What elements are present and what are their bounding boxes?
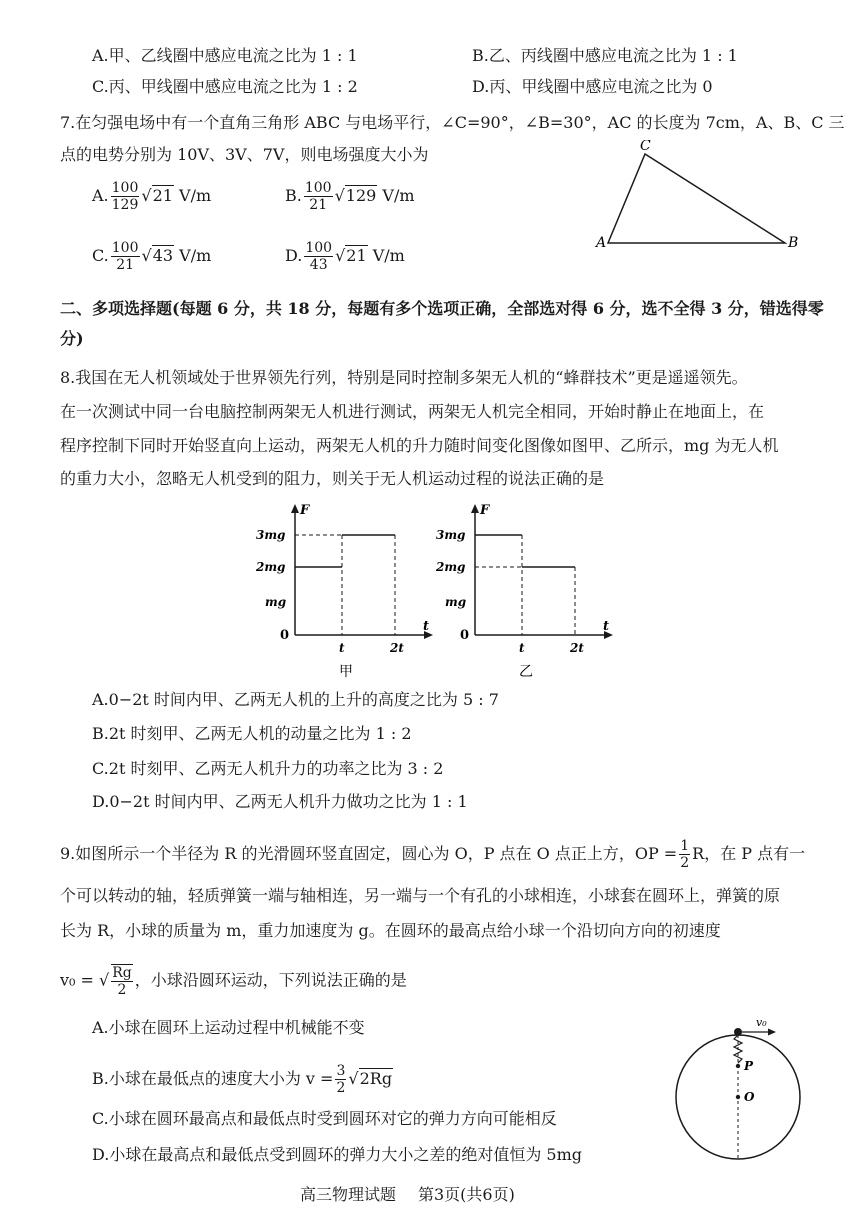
tick-3mg: 3mg [436,528,466,542]
q9-stem-line3: 长为 R，小球的质量为 m，重力加速度为 g。在圆环的最高点给小球一个沿切向方向的初速度 [60,921,721,940]
vertex-b-label: B [788,235,799,251]
q8-stem-line4: 的重力大小，忽略无人机受到的阻力，则关于无人机运动过程的说法正确的是 [60,469,605,488]
t-axis-label: t [603,619,610,634]
v0-label: v₀ = [60,970,94,990]
q7-option-a: A. $\frac{100}{129}$ √21 V/m [92,180,212,213]
velocity-arrowhead [768,1029,776,1036]
ring-figure [670,1010,830,1180]
tick-t: t [339,641,345,655]
ball [734,1028,742,1036]
fraction [111,240,140,273]
q9-option-b: B.小球在最低点的速度大小为 v = $\frac{3}{2}$ √2Rg [92,1063,393,1096]
point-o [736,1095,740,1099]
denominator: 129 [111,197,139,213]
option-label: C. [92,246,109,265]
triangle-abc-figure [590,140,810,255]
tick-t: t [519,641,525,655]
point-p [736,1064,740,1068]
numerator: Rg [112,965,132,981]
q8-option-c: C.2t 时刻甲、乙两无人机升力的功率之比为 3 : 2 [92,759,444,778]
graph-yi-caption: 乙 [519,664,533,680]
unit: V/m [377,186,415,205]
option-label: B. [285,186,302,205]
tick-2mg: 2mg [436,560,466,574]
q9-stem-line1 [60,838,805,871]
q8-option-a: A.0−2t 时间内甲、乙两无人机的上升的高度之比为 5 : 7 [92,690,499,709]
tick-3mg: 3mg [256,528,286,542]
q6-option-a: A.甲、乙线圈中感应电流之比为 1 : 1 [92,46,358,65]
spring [734,1035,742,1063]
q8-option-d: D.0−2t 时间内甲、乙两无人机升力做功之比为 1 : 1 [92,792,468,811]
q9-stem-text: 9.如图所示一个半径为 R 的光滑圆环竖直固定，圆心为 O，P 点在 O 点正上方，OP = [60,844,678,863]
origin-label: 0 [460,628,470,643]
tick-mg: mg [445,595,467,609]
q9-stem-text-cont: R，在 P 点有一 [692,844,806,863]
graph-jia-caption: 甲 [339,664,353,680]
point-p-label: P [744,1059,754,1073]
v0-fraction [111,964,133,998]
fraction-three-halves [335,1063,346,1096]
numerator: 100 [305,240,333,256]
tick-2mg: 2mg [256,560,286,574]
q9-stem-line4: v₀ = √ $\frac{Rg}{2}$ ，小球沿圆环运动，下列说法正确的是 [60,965,407,998]
unit: V/m [173,186,212,205]
q6-option-b: B.乙、丙线圈中感应电流之比为 1 : 1 [472,46,738,65]
origin-label: 0 [280,628,290,643]
denominator: 2 [117,982,127,998]
q6-option-d: D.丙、甲线圈中感应电流之比为 0 [472,77,713,96]
q6-option-c: C.丙、甲线圈中感应电流之比为 1 : 2 [92,77,358,96]
v0-figure-label: v₀ [756,1016,767,1029]
q9-stem-line2: 个可以转动的轴，轻质弹簧一端与轴相连，另一端与一个有孔的小球相连，小球套在圆环上，弹簧的原 [60,886,781,905]
fraction [111,180,140,213]
section-2-heading-cont: 分) [60,329,84,348]
denominator: 2 [680,855,690,871]
t-axis-label: t [423,619,430,634]
footer-page-number: 第3页(共6页) [418,1185,515,1204]
q9-option-c: C.小球在圆环最高点和最低点时受到圆环对它的弹力方向可能相反 [92,1109,557,1128]
tick-mg: mg [265,595,287,609]
q8-stem-line1: 8.我国在无人机领域处于世界领先行列，特别是同时控制多架无人机的“蜂群技术”更是遥遥领先。 [60,368,748,387]
q7-stem-line1: 7.在匀强电场中有一个直角三角形 ABC 与电场平行，∠C=90°，∠B=30°，AC 的长度为 7cm，A、B、C 三 [60,113,845,132]
section-2-heading: 二、多项选择题(每题 6 分，共 18 分，每题有多个选项正确，全部选对得 6 分，选不全得 3 分，错选得零 [60,299,824,318]
option-label: D. [285,246,303,265]
radicand: 2Rg [359,1069,393,1088]
fraction [304,240,333,273]
unit: V/m [367,246,405,265]
radicand: 21 [152,186,173,205]
denominator: 21 [309,197,328,213]
q7-option-c: C. $\frac{100}{21}$ √43 V/m [92,240,212,273]
tick-2t: 2t [570,641,584,655]
q7-stem-line2: 点的电势分别为 10V、3V、7V，则电场强度大小为 [60,145,429,164]
y-axis-arrow [291,504,299,513]
numerator: 3 [336,1063,346,1079]
numerator: 100 [111,180,139,196]
numerator: 100 [304,180,332,196]
fraction-one-half [679,838,690,871]
graph-jia [250,500,435,680]
radicand: 21 [346,246,367,265]
q8-stem-line3: 程序控制下同时开始竖直向上运动，两架无人机的升力随时间变化图像如图甲、乙所示，mg 为无人机 [60,436,779,455]
q7-option-d: D. $\frac{100}{43}$ √21 V/m [285,240,405,273]
denominator: 21 [116,257,135,273]
radicand: 129 [345,186,377,205]
unit: V/m [174,246,212,265]
numerator: 100 [111,240,139,256]
option-text: B.小球在最低点的速度大小为 v = [92,1069,334,1088]
footer-title: 高三物理试题 [300,1185,397,1204]
q9-option-a: A.小球在圆环上运动过程中机械能不变 [92,1018,365,1037]
q7-option-b: B. $\frac{100}{21}$ √129 V/m [285,180,415,213]
denominator: 2 [336,1080,346,1096]
point-o-label: O [744,1090,755,1104]
f-axis-label: F [300,503,310,518]
radicand: 43 [152,246,174,265]
denominator: 43 [309,257,328,273]
q9-stem-text-end: ，小球沿圆环运动，下列说法正确的是 [134,970,407,990]
q8-stem-line2: 在一次测试中同一台电脑控制两架无人机进行测试，两架无人机完全相同，开始时静止在地面上，在 [60,402,765,421]
option-label: A. [92,186,109,205]
triangle-shape [608,154,785,243]
f-axis-label: F [480,503,490,518]
vertex-a-label: A [596,235,607,251]
tick-2t: 2t [390,641,404,655]
graph-yi [430,500,615,680]
q8-option-b: B.2t 时刻甲、乙两无人机的动量之比为 1 : 2 [92,724,412,743]
y-axis-arrow [471,504,479,513]
q9-option-d: D.小球在最高点和最低点受到圆环的弹力大小之差的绝对值恒为 5mg [92,1145,583,1164]
numerator: 1 [680,838,690,854]
fraction [304,180,333,213]
vertex-c-label: C [640,140,651,154]
